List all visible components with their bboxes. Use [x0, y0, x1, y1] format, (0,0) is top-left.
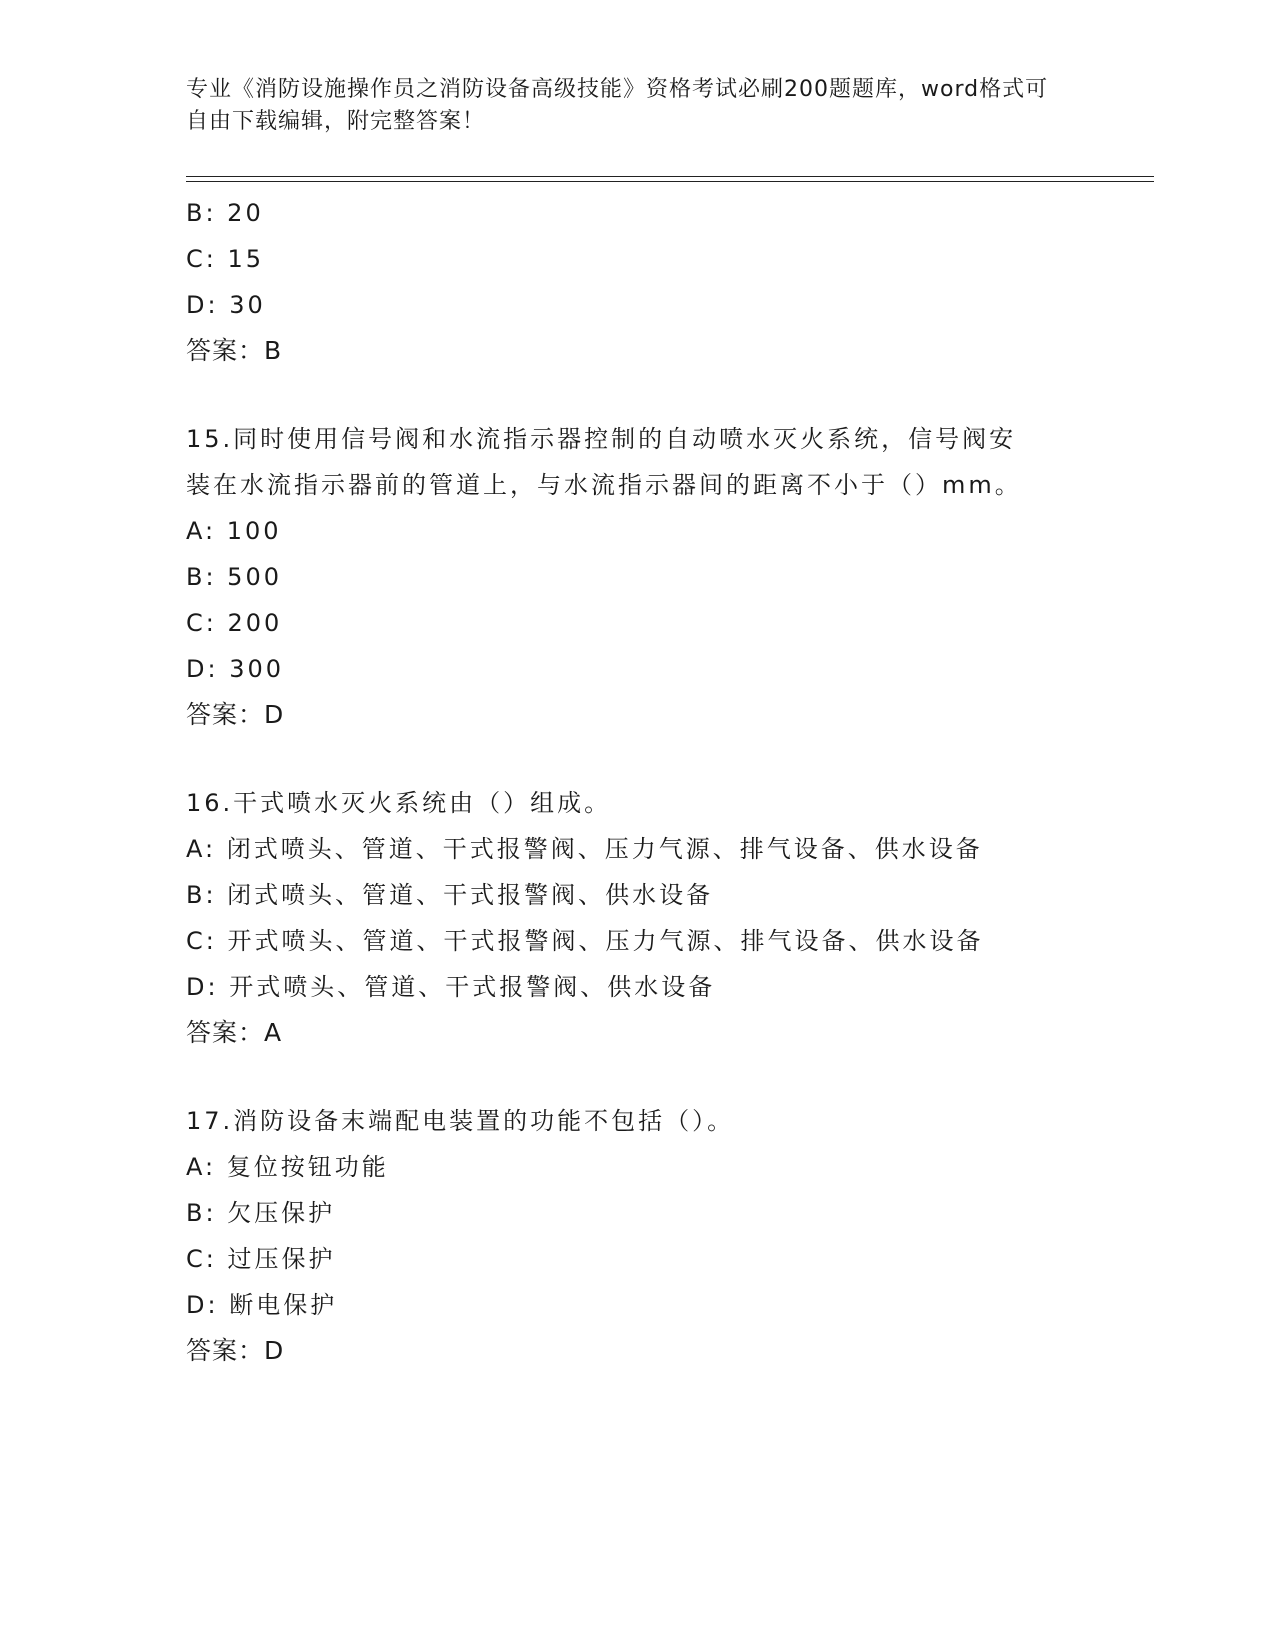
option-c: C: 开式喷头、管道、干式报警阀、压力气源、排气设备、供水设备: [186, 927, 984, 955]
question-stem-line-1: 15.同时使用信号阀和水流指示器控制的自动喷水灭火系统，信号阀安: [186, 425, 1017, 453]
question-15: [186, 416, 1086, 738]
answer-line: 答案：D: [186, 1336, 285, 1365]
question-stem-line-1: 17.消防设备末端配电装置的功能不包括（）。: [186, 1107, 735, 1135]
option-b: B: 500: [186, 563, 282, 591]
option-a: A: 100: [186, 517, 282, 545]
answer-line: 答案：A: [186, 1018, 283, 1047]
answer-line: 答案：B: [186, 336, 283, 365]
header-divider-bottom: [186, 181, 1154, 182]
question-list: [186, 190, 1086, 1374]
option-d: D: 30: [186, 291, 266, 319]
option-d: D: 开式喷头、管道、干式报警阀、供水设备: [186, 973, 716, 1001]
option-b: B: 20: [186, 199, 264, 227]
option-d: D: 断电保护: [186, 1291, 338, 1319]
header-divider-top: [186, 176, 1154, 177]
answer-line: 答案：D: [186, 700, 285, 729]
option-a: A: 复位按钮功能: [186, 1153, 389, 1181]
option-c: C: 200: [186, 609, 283, 637]
option-d: D: 300: [186, 655, 285, 683]
question-14-continued: [186, 190, 1086, 374]
question-stem-line-1: 16.干式喷水灭火系统由（）组成。: [186, 789, 612, 817]
option-a: A: 闭式喷头、管道、干式报警阀、压力气源、排气设备、供水设备: [186, 835, 983, 863]
option-c: C: 过压保护: [186, 1245, 336, 1273]
question-stem-line-2: 装在水流指示器前的管道上，与水流指示器间的距离不小于（）mm。: [186, 471, 1022, 499]
option-b: B: 欠压保护: [186, 1199, 336, 1227]
question-17: [186, 1098, 1086, 1374]
document-header: 专业《消防设施操作员之消防设备高级技能》资格考试必刷200题题库，word格式可自由下载编辑，附完整答案！: [186, 77, 1049, 134]
option-c: C: 15: [186, 245, 265, 273]
option-b: B: 闭式喷头、管道、干式报警阀、供水设备: [186, 881, 714, 909]
question-16: [186, 780, 1086, 1056]
